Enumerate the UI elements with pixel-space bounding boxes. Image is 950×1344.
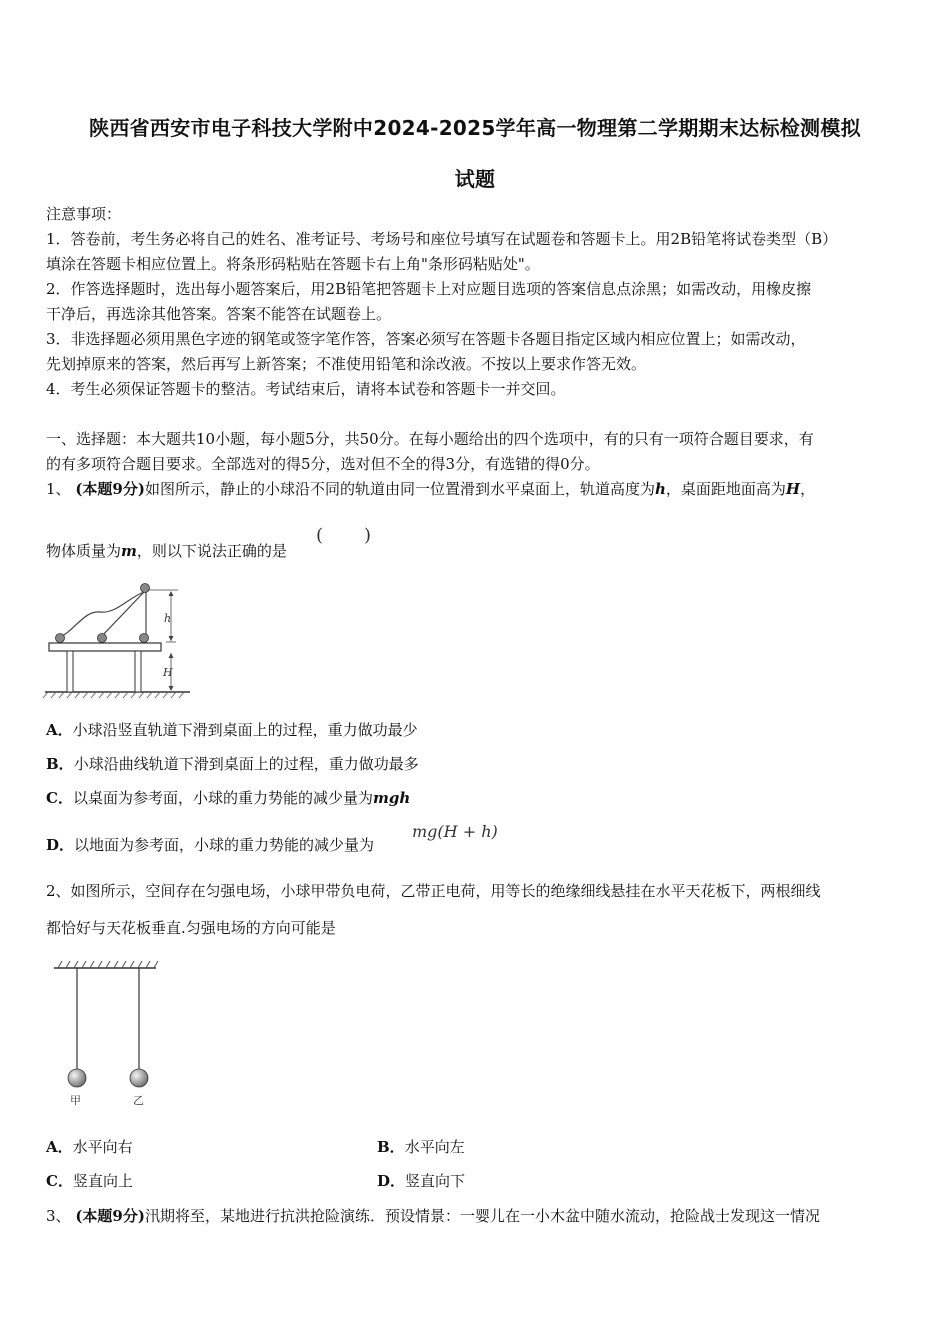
table-leg-left	[67, 651, 73, 692]
question-3-stem: 3、 (本题9分)汛期将至，某地进行抗洪抢险演练．预设情景：一婴儿在一小木盆中随水流动，抢险战士发现这一情况	[46, 1207, 820, 1225]
ball-jia	[68, 1069, 86, 1087]
option-C[interactable]: C．以桌面为参考面，小球的重力势能的减少量为mgh	[46, 789, 411, 807]
notice-line: 填涂在答题卡相应位置上。将条形码粘贴在答题卡右上角"条形码粘贴处"。	[46, 255, 540, 273]
option-B[interactable]: B．小球沿曲线轨道下滑到桌面上的过程，重力做功最多	[46, 755, 419, 773]
variable-h: h	[654, 480, 666, 498]
incline-track	[100, 592, 144, 638]
question-score: (本题9分)	[75, 1207, 145, 1225]
label-H: H	[163, 666, 173, 679]
label-yi: 乙	[133, 1094, 144, 1107]
section-instructions-continued: 的有多项符合题目要求。全部选对的得5分，选对但不全的得3分，有选错的得0分。	[46, 455, 600, 473]
question-score: (本题9分)	[75, 480, 145, 498]
track-diagram	[40, 580, 240, 700]
table-top	[49, 643, 161, 651]
curved-track	[58, 592, 144, 638]
notice-heading: 注意事项：	[46, 205, 122, 223]
question-number: 3、	[46, 1207, 71, 1225]
question-number: 1、	[46, 480, 71, 498]
notice-line: 2．作答选择题时，选出每小题答案后，用2B铅笔把答题卡上对应题目选项的答案信息点涂黑；如需改动，用橡皮擦	[46, 280, 812, 298]
ceiling-hatch	[58, 961, 158, 968]
option-D[interactable]: D．竖直向下	[377, 1172, 466, 1190]
option-C[interactable]: C．竖直向上	[46, 1172, 133, 1190]
variable-H: H	[785, 480, 801, 498]
notice-line: 干净后，再选涂其他答案。答案不能答在试题卷上。	[46, 305, 392, 323]
ball-vertical-end	[140, 634, 149, 643]
notice-line: 3．非选择题必须用黑色字迹的钢笔或签字笔作答，答案必须写在答题卡各题目指定区域内相应位置上；如需改动，	[46, 330, 806, 348]
ball-curve-end	[56, 634, 65, 643]
label-h: h	[164, 612, 172, 625]
option-A[interactable]: A．水平向右	[46, 1138, 133, 1156]
ball-start	[141, 584, 150, 593]
pendulum-diagram	[40, 958, 180, 1108]
question-2-stem: 2、如图所示，空间存在匀强电场，小球甲带负电荷，乙带正电荷，用等长的绝缘细线悬挂在水平天花板下，两根细线	[46, 882, 821, 900]
ball-incline-end	[98, 634, 107, 643]
question-1-stem: 1、 (本题9分)如图所示，静止的小球沿不同的轨道由同一位置滑到水平桌面上，轨道高度为h，桌面距地面高为H，	[46, 480, 816, 498]
exam-title: 陕西省西安市电子科技大学附中2024-2025学年高一物理第二学期期末达标检测模拟	[89, 116, 861, 140]
formula-mgh: mgh	[372, 789, 411, 807]
notice-line: 4．考生必须保证答题卡的整洁。考试结束后，请将本试卷和答题卡一并交回。	[46, 380, 566, 398]
option-D[interactable]: D．以地面为参考面，小球的重力势能的减少量为	[46, 836, 375, 854]
question-number: 2、	[46, 882, 71, 900]
section-instructions: 一、选择题：本大题共10小题，每小题5分，共50分。在每小题给出的四个选项中，有的只有一项符合题目要求，有	[46, 430, 814, 448]
ground-hatch	[43, 692, 184, 698]
exam-title-continued: 试题	[454, 167, 496, 191]
formula-mg-H-plus-h: mg(H + h)	[412, 822, 498, 841]
question-1-stem-continued: 物体质量为m，则以下说法正确的是	[46, 542, 287, 560]
notice-line: 1．答卷前，考生务必将自己的姓名、准考证号、考场号和座位号填写在试题卷和答题卡上。用2B铅笔将试卷类型（B）	[46, 230, 838, 248]
notice-line: 先划掉原来的答案，然后再写上新答案；不准使用铅笔和涂改液。不按以上要求作答无效。	[46, 355, 647, 373]
variable-m: m	[121, 542, 137, 560]
answer-bracket-close: )	[364, 525, 372, 546]
label-jia: 甲	[70, 1094, 81, 1107]
table-leg-right	[135, 651, 141, 692]
ball-yi	[130, 1069, 148, 1087]
answer-bracket-open: (	[316, 525, 324, 546]
option-A[interactable]: A．小球沿竖直轨道下滑到桌面上的过程，重力做功最少	[46, 721, 418, 739]
question-2-stem-continued: 都恰好与天花板垂直.匀强电场的方向可能是	[46, 919, 336, 937]
option-B[interactable]: B．水平向左	[377, 1138, 465, 1156]
